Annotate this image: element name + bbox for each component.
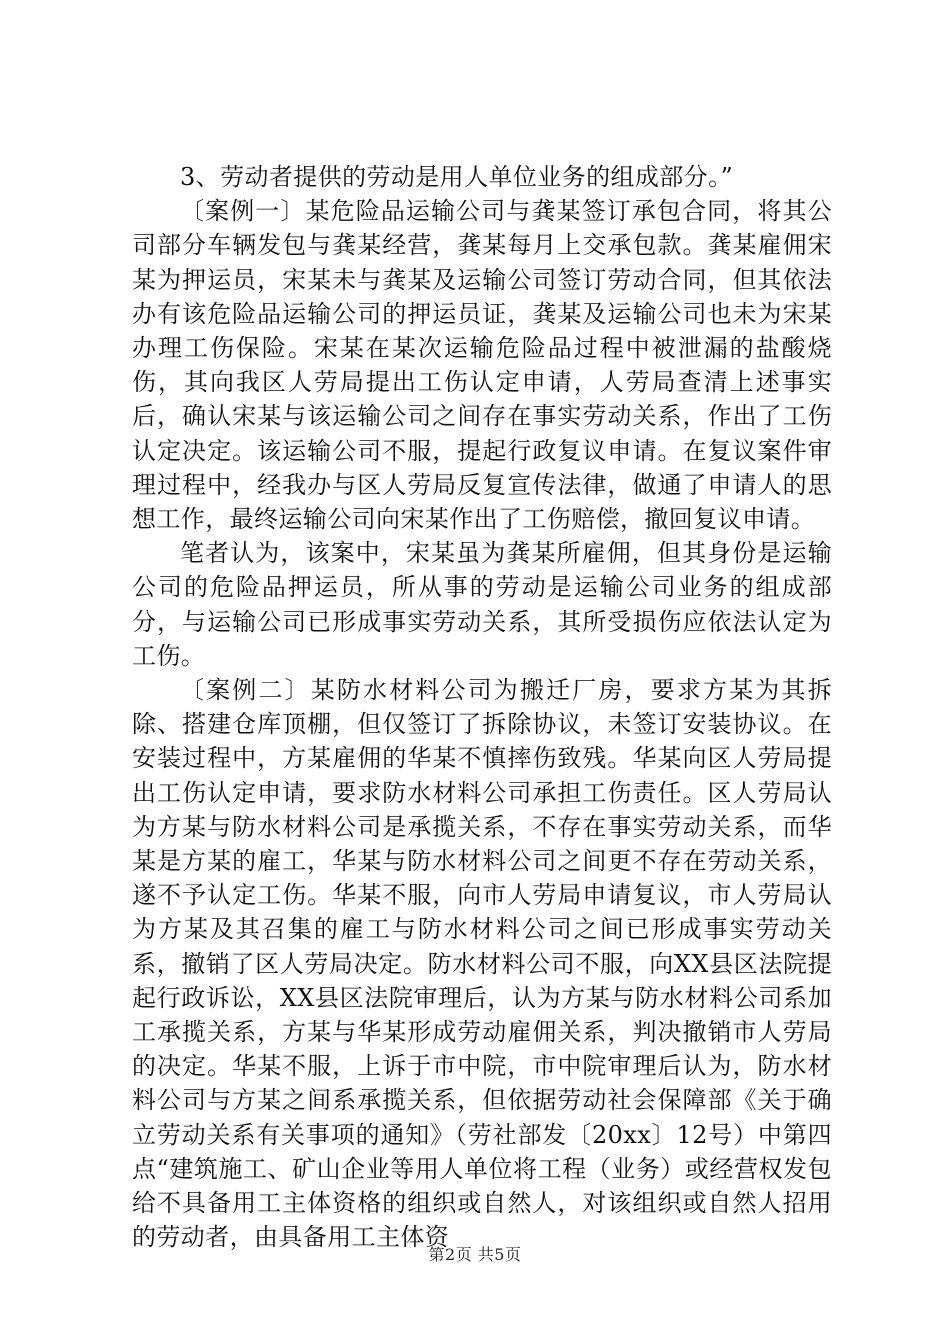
paragraph-case-one: 〔案例一〕某危险品运输公司与龚某签订承包合同，将其公司部分车辆发包与龚某经营，龚某每月上交承包款。龚某雇佣宋某为押运员，宋某未与龚某及运输公司签订劳动合同，但其依法办有该危险品运输公司的押运员证，龚某及运输公司也未为宋某办理工伤保险。宋某在某次运输危险品过程中被泄漏的盐酸烧伤，其向我区人劳局提出工伤认定申请，人劳局查清上述事实后，确认宋某与该运输公司之间存在事实劳动关系，作出了工伤认定决定。该运输公司不服，提起行政复议申请。在复议案件审理过程中，经我办与区人劳局反复宣传法律，做通了申请人的思想工作，最终运输公司向宋某作出了工伤赔偿，撤回复议申请。 bbox=[132, 197, 832, 534]
document-body bbox=[132, 160, 832, 1255]
paragraph-author-opinion: 笔者认为，该案中，宋某虽为龚某所雇佣，但其身份是运输公司的危险品押运员，所从事的劳动是运输公司业务的组成部分，与运输公司已形成事实劳动关系，其所受损伤应依法认定为工伤。 bbox=[132, 539, 832, 670]
paragraph-case-two: 〔案例二〕某防水材料公司为搬迁厂房，要求方某为其拆除、搭建仓库顶棚，但仅签订了拆除协议，未签订安装协议。在安装过程中，方某雇佣的华某不慎摔伤致残。华某向区人劳局提出工伤认定申请，要求防水材料公司承担工伤责任。区人劳局认为方某与防水材料公司是承揽关系，不存在事实劳动关系，而华某是方某的雇工，华某与防水材料公司之间更不存在劳动关系，遂不予认定工伤。华某不服，向市人劳局申请复议，市人劳局认为方某及其召集的雇工与防水材料公司之间已形成事实劳动关系，撤销了区人劳局决定。防水材料公司不服，向XX县区法院提起行政诉讼，XX县区法院审理后，认为方某与防水材料公司系加工承揽关系，方某与华某形成劳动雇佣关系，判决撤销市人劳局的决定。华某不服，上诉于市中院，市中院审理后认为，防水材料公司与方某之间系承揽关系，但依据劳动社会保障部《关于确立劳动关系有关事项的通知》（劳社部发〔20xx〕12号）中第四点“建筑施工、矿山企业等用人单位将工程（业务）或经营权发包给不具备用工主体资格的组织或自然人，对该组织或自然人招用的劳动者，由具备用工主体资 bbox=[132, 676, 832, 1252]
paragraph-item-3: 3、劳动者提供的劳动是用人单位业务的组成部分。” bbox=[180, 163, 734, 191]
page-number-footer: 第2页 共5页 bbox=[428, 1245, 522, 1264]
